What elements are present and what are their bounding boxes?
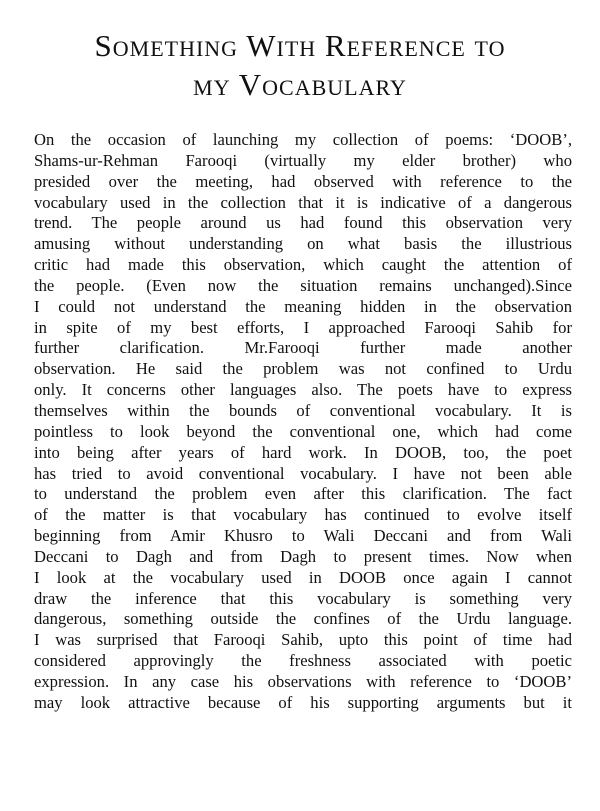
title-line: Something With Reference to — [94, 28, 506, 63]
text-line: trend. The people around us had found this observation very — [34, 213, 572, 233]
text-line: into being after years of hard work. In DOOB, too, the poet — [34, 442, 572, 462]
body-paragraph — [34, 130, 572, 714]
text-line: I was surprised that Farooqi Sahib, upto this point of time had — [34, 630, 572, 650]
title-line: my Vocabulary — [193, 67, 407, 102]
text-line: may look attractive because of his supporting arguments but it — [34, 692, 572, 712]
text-line: Shams-ur-Rehman Farooqi (virtually my elder brother) who — [34, 150, 572, 170]
text-line: I could not understand the meaning hidden in the observation — [34, 296, 572, 316]
text-line: On the occasion of launching my collection of poems: ‘DOOB’, — [34, 130, 572, 149]
text-line: dangerous, something outside the confines of the Urdu language. — [34, 609, 572, 629]
text-line: has tried to avoid conventional vocabulary. I have not been able — [34, 463, 572, 483]
text-line: I look at the vocabulary used in DOOB once again I cannot — [34, 567, 572, 587]
text-line: presided over the meeting, had observed with reference to the — [34, 171, 572, 191]
text-line: considered approvingly the freshness associated with poetic — [34, 651, 572, 671]
text-line: only. It concerns other languages also. The poets have to express — [34, 380, 572, 400]
text-line: observation. He said the problem was not confined to Urdu — [34, 359, 572, 379]
text-line: expression. In any case his observations with reference to ‘DOOB’ — [34, 671, 572, 691]
text-line: Deccani to Dagh and from Dagh to present times. Now when — [34, 546, 572, 566]
text-line: of the matter is that vocabulary has continued to evolve itself — [34, 505, 572, 525]
text-line: in spite of my best efforts, I approached Farooqi Sahib for — [34, 317, 572, 337]
page-title — [20, 26, 580, 104]
text-line: amusing without understanding on what basis the illustrious — [34, 234, 572, 254]
text-line: further clarification. Mr.Farooqi further made another — [34, 338, 572, 358]
text-line: critic had made this observation, which caught the attention of — [34, 255, 572, 275]
text-line: themselves within the bounds of conventional vocabulary. It is — [34, 400, 572, 420]
text-line: beginning from Amir Khusro to Wali Deccani and from Wali — [34, 526, 572, 546]
text-line: the people. (Even now the situation remains unchanged).Since — [34, 275, 572, 295]
text-line: pointless to look beyond the conventional one, which had come — [34, 421, 572, 441]
text-line: to understand the problem even after this clarification. The fact — [34, 484, 572, 504]
text-line: vocabulary used in the collection that it is indicative of a dangerous — [34, 192, 572, 212]
text-line: draw the inference that this vocabulary is something very — [34, 588, 572, 608]
